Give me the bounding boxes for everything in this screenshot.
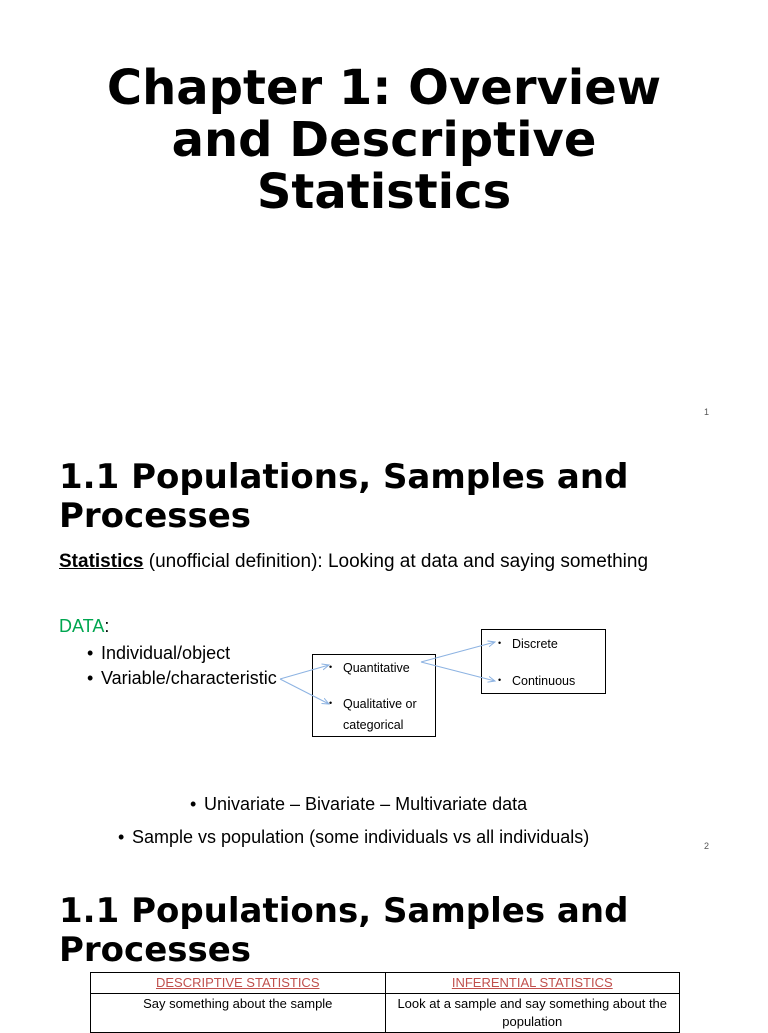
variable-type-item (329, 661, 410, 675)
table-cell: Say something about the sample (91, 994, 386, 1033)
statistics-definition (59, 551, 648, 573)
inferential-statistics-header: INFERENTIAL STATISTICS (385, 973, 680, 994)
bullet-glyph: • (87, 643, 94, 663)
data-heading (59, 616, 109, 637)
bullet-glyph: • (118, 827, 125, 847)
quantitative-type-continuous: Continuous (512, 674, 576, 688)
quantitative-types-box (481, 629, 606, 694)
section-heading (59, 458, 628, 536)
variable-type-item-continued: categorical (343, 718, 404, 732)
chapter-title-line: Chapter 1: Overview (106, 60, 662, 116)
bullet-item (190, 794, 527, 815)
bullet-glyph: • (498, 675, 502, 685)
section-heading-line: Processes (59, 496, 252, 536)
bullet-item (87, 668, 277, 689)
data-label: DATA (59, 616, 105, 636)
variable-type-quantitative: Quantitative (343, 661, 410, 675)
quantitative-type-item (498, 637, 558, 651)
quantitative-type-item (498, 674, 575, 688)
table-header-row (91, 973, 680, 994)
bullet-item (87, 643, 230, 664)
descriptive-statistics-header: DESCRIPTIVE STATISTICS (91, 973, 386, 994)
bullet-glyph: • (329, 698, 333, 708)
bullet-text: Sample vs population (some individuals vs all individuals) (132, 827, 590, 847)
chapter-title-line: Statistics (256, 164, 512, 220)
bullet-glyph: • (190, 794, 197, 814)
chapter-title-line: and Descriptive (171, 112, 597, 168)
table-cell: Look at a sample and say something about the population (385, 994, 680, 1033)
bullet-text: Univariate – Bivariate – Multivariate data (204, 794, 528, 814)
section-heading-line: 1.1 Populations, Samples and (59, 457, 629, 497)
variable-type-item (329, 697, 417, 711)
statistics-definition-text: (unofficial definition): Looking at data and saying something (143, 551, 649, 572)
bullet-glyph: • (329, 662, 333, 672)
page-number: 1 (704, 407, 710, 417)
quantitative-type-discrete: Discrete (512, 637, 558, 651)
variable-type-qualitative: Qualitative or (343, 697, 417, 711)
bullet-glyph: • (498, 638, 502, 648)
bullet-item (118, 827, 589, 848)
bullet-text: Variable/characteristic (101, 668, 277, 688)
section-heading-line: Processes (59, 930, 252, 970)
section-heading (59, 892, 628, 970)
statistics-term: Statistics (59, 551, 144, 572)
table-row (91, 994, 680, 1033)
variable-types-box (312, 654, 436, 737)
bullet-text: Individual/object (101, 643, 231, 663)
data-colon: : (104, 616, 110, 636)
chapter-title (0, 62, 768, 218)
bullet-glyph: • (87, 668, 94, 688)
section-heading-line: 1.1 Populations, Samples and (59, 891, 629, 931)
page-number: 2 (704, 841, 710, 851)
